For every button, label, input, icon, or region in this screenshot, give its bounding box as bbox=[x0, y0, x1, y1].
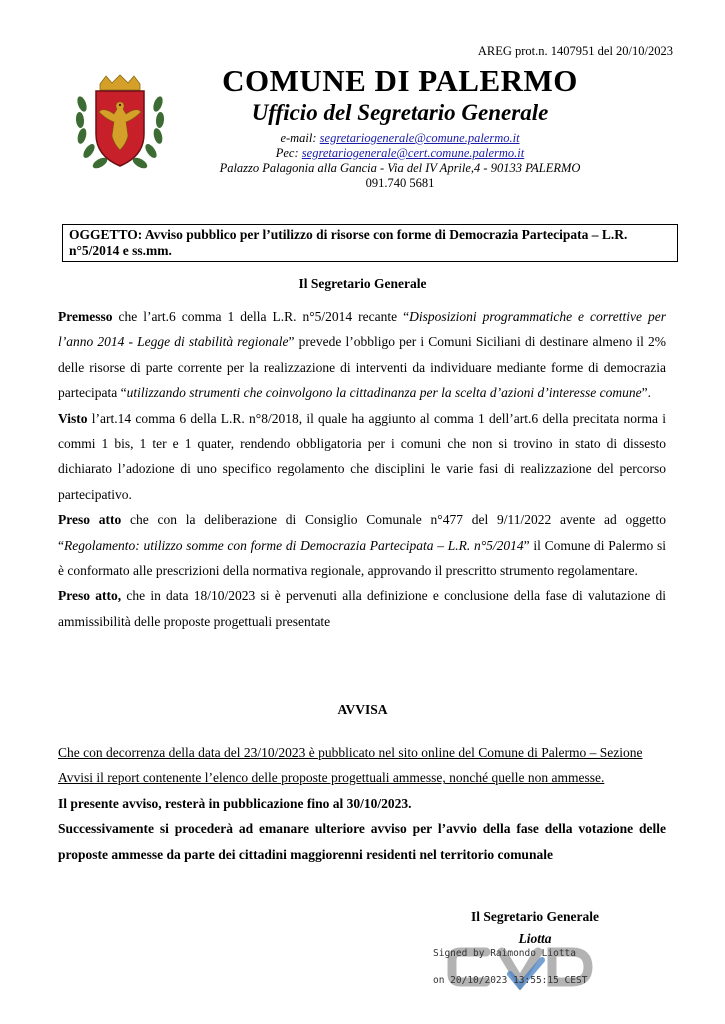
letterhead bbox=[180, 64, 620, 191]
notice-publication: Che con decorrenza della data del 23/10/2023 è pubblicato nel sito online del Comune di Palermo – Sezione Avvisi il report contenente l’elenco delle proposte progettuali ammesse, nonché quelle non ammesse. bbox=[58, 745, 643, 786]
paragraph-lead: Preso atto bbox=[58, 512, 122, 528]
office-name: Ufficio del Segretario Generale bbox=[251, 100, 549, 125]
notice-next-steps: Successivamente si procederà ad emanare ulteriore avviso per l’avvio della fase della votazione delle proposte ammesse da parte dei cittadini maggiorenni residenti nel territorio comunale bbox=[58, 821, 666, 862]
paragraph-text: l’art.14 comma 6 della L.R. n°8/2018, il quale ha aggiunto al comma 1 dell’art.6 della precitata norma i commi 1 bis, 1 ter e 1 quater, rendendo obbligatoria per i comuni che non si trovino in stato di dissesto dichiarato l’adozione di uno specifico regolamento che disciplini le varie fasi di realizzazione del percorso partecipativo. bbox=[58, 410, 666, 502]
paragraph-text: ”. bbox=[641, 385, 652, 401]
paragraph-premesso bbox=[58, 304, 666, 406]
paragraph-text: che con la deliberazione di Consiglio Comunale n°477 del 9/11/2022 avente ad oggetto “ bbox=[58, 512, 666, 553]
paragraph-quote: Regolamento: utilizzo somme con forme di Democrazia Partecipata – L.R. n°5/2014 bbox=[64, 537, 524, 553]
signature-title: Il Segretario Generale bbox=[471, 909, 599, 924]
pec-label: Pec: bbox=[275, 146, 299, 160]
email-link[interactable]: segretariogenerale@comune.palermo.it bbox=[319, 131, 520, 145]
paragraph-quote: utilizzando strumenti che coinvolgono la cittadinanza per la scelta d’azioni d’interesse comune bbox=[126, 385, 642, 401]
paragraph-quote: Disposizioni programmatiche e correttive per l’anno 2014 - Legge di stabilità regionale bbox=[58, 309, 667, 350]
email-label: e-mail: bbox=[280, 131, 317, 145]
avvisa-heading: AVVISA bbox=[337, 702, 388, 717]
paragraph-visto bbox=[58, 406, 666, 508]
paragraph-lead: Premesso bbox=[58, 309, 113, 324]
signed-by: Signed by Raimondo Liotta bbox=[433, 948, 576, 959]
paragraph-text: che in data 18/10/2023 si è pervenuti alla definizione e conclusione della fase di valutazione di ammissibilità delle proposte progettuali presentate bbox=[58, 588, 667, 629]
notice-duration: Il presente avviso, resterà in pubblicazione fino al 30/10/2023. bbox=[58, 795, 412, 811]
palermo-coat-of-arms-icon bbox=[72, 74, 168, 178]
paragraph-preso-atto-2 bbox=[58, 583, 666, 634]
address: Palazzo Palagonia alla Gancia - Via del IV Aprile,4 - 90133 PALERMO bbox=[219, 161, 581, 175]
digital-signature-stamp bbox=[433, 940, 587, 994]
paragraph-text: ” il Comune di Palermo si è conformato alle prescrizioni della normativa regionale, approvando il prescritto strumento regolamentare. bbox=[58, 537, 666, 579]
paragraph-text: che l’art.6 comma 1 della L.R. n°5/2014 recante “ bbox=[112, 309, 410, 324]
signature-name: Liotta bbox=[518, 931, 552, 946]
protocol-number: AREG prot.n. 1407951 del 20/10/2023 bbox=[477, 44, 673, 58]
email-line bbox=[180, 131, 620, 146]
pec-line bbox=[180, 146, 620, 161]
signed-on: on 20/10/2023 13:55:15 CEST bbox=[433, 975, 588, 986]
subject-box: OGGETTO: Avviso pubblico per l’utilizzo di risorse con forme di Democrazia Partecipata – L.R. n°5/2014 e ss.mm. bbox=[62, 224, 678, 262]
org-name: COMUNE DI PALERMO bbox=[222, 63, 578, 98]
pec-link[interactable]: segretariogenerale@cert.comune.palermo.it bbox=[301, 146, 525, 160]
paragraph-text: ” prevede l’obbligo per i Comuni Siciliani di destinare almeno il 2% delle risorse di parte corrente per la realizzazione di interventi da individuare mediante forme di democrazia partecipata “ bbox=[58, 334, 666, 401]
phone-number: 091.740 5681 bbox=[365, 176, 435, 190]
paragraph-preso-atto-1 bbox=[58, 507, 666, 583]
paragraph-lead: Preso atto, bbox=[58, 588, 122, 604]
document-body bbox=[58, 304, 666, 634]
paragraph-lead: Visto bbox=[58, 410, 88, 426]
notice-block bbox=[58, 740, 666, 867]
issuer-title: Il Segretario Generale bbox=[298, 276, 427, 291]
